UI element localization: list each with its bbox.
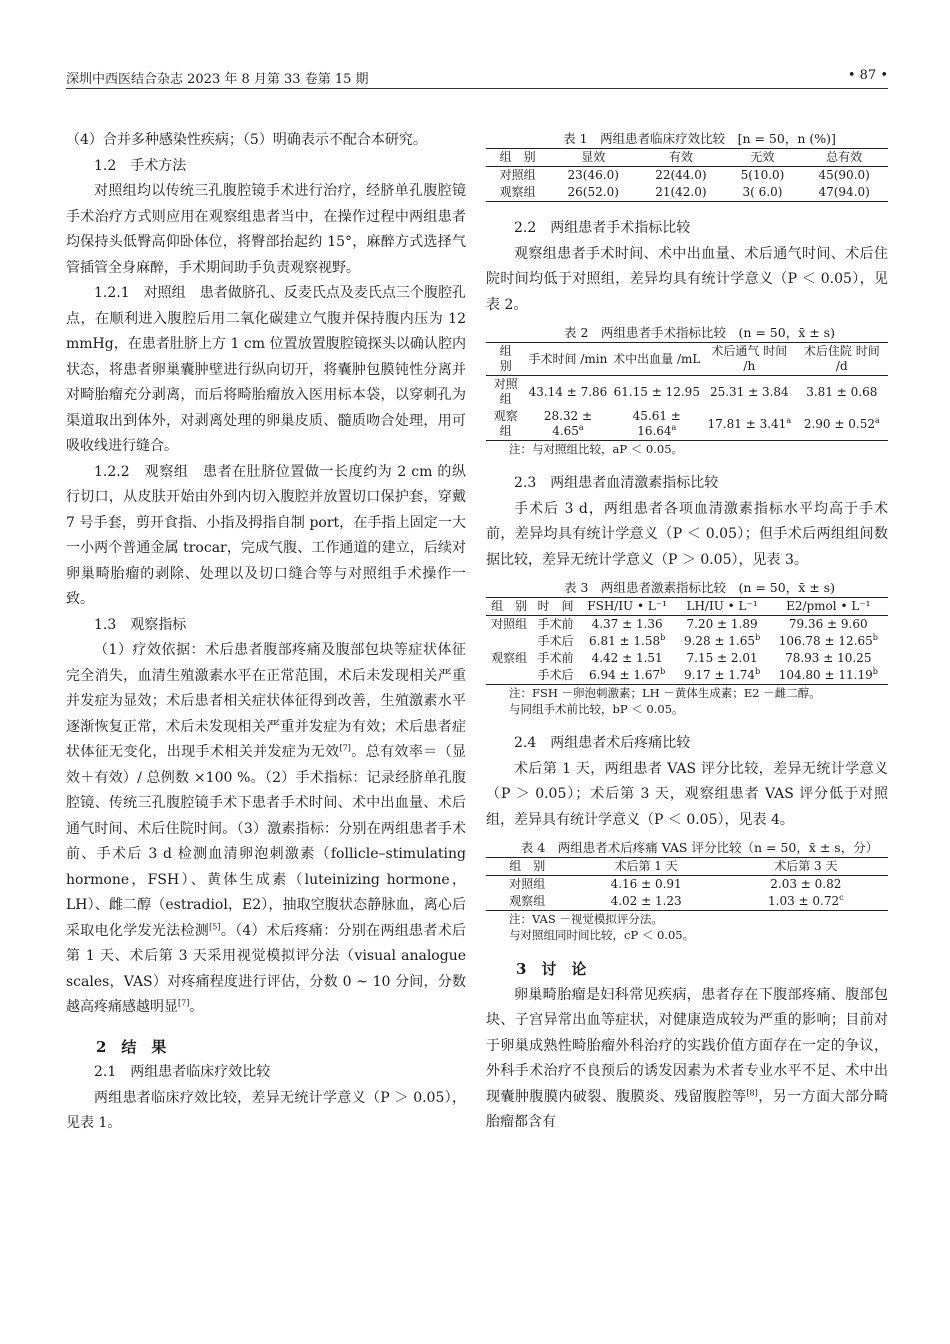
citation-ref: [7] xyxy=(178,998,190,1008)
table-1: 表 1 两组患者临床疗效比较 [n = 50，n (%)] 组 别 显效 有效 无效 总有效 对照组 23(46.0) 22(44.0) 5(10.0) 45(90.0) 观察组 26(52.0) 21(42.0) 3( 6.0) 47(94.0) xyxy=(486,130,888,202)
table-3-note: 与同组手术前比较，bP ＜ 0.05。 xyxy=(509,702,684,716)
table-1-caption: 表 1 两组患者临床疗效比较 [n = 50，n (%)] xyxy=(563,131,836,146)
citation-ref: [5] xyxy=(209,921,221,931)
table-row: 手术后 6.94 ± 1.67$^b$ 9.17 ± 1.74$^b$ 104.80 ± 11.19$^b$ xyxy=(486,667,888,685)
section-heading-2-2: 2.2 两组患者手术指标比较 xyxy=(514,220,691,236)
section-heading-1-3: 1.3 观察指标 xyxy=(94,616,187,633)
table-row: 对照组 43.14 ± 7.86 61.15 ± 12.95 25.31 ± 3.84 3.81 ± 0.68 xyxy=(493,377,878,406)
running-header xyxy=(66,66,888,89)
page-number: • 87 • xyxy=(847,68,888,83)
section-heading-2-3: 2.3 两组患者血清激素指标比较 xyxy=(514,475,719,491)
section-heading-3: 3 讨 论 xyxy=(516,960,587,978)
journal-info: 深圳中西医结合杂志 2023 年 8 月第 33 卷第 15 期 xyxy=(66,72,369,87)
section-heading-2-1: 2.1 两组患者临床疗效比较 xyxy=(94,1064,271,1080)
paragraph-2-2: 观察组患者手术时间、术中出血量、术后通气时间、术后住院时间均低于对照组，差异均具有统计学意义（P ＜ 0.05），见表 2。 xyxy=(486,245,888,313)
table-row: 观察组 4.02 ± 1.23 1.03 ± 0.72$^c$ xyxy=(486,893,888,911)
table-4-note: 与对照组同时间比较，cP ＜ 0.05。 xyxy=(509,928,695,942)
table-row: 手术后 6.81 ± 1.58$^b$ 9.28 ± 1.65$^b$ 106.78 ± 12.65$^b$ xyxy=(537,633,878,648)
table-row: 对照组 手术前 4.37 ± 1.36 7.20 ± 1.89 79.36 ± 9.60 xyxy=(491,617,868,631)
table-4-caption: 表 4 两组患者术后疼痛 VAS 评分比较（n = 50，x̄ ± s，分） xyxy=(520,840,879,855)
table-4-note: 注：VAS －视觉模拟评分法。 xyxy=(509,912,663,926)
paragraph-2-1: 两组患者临床疗效比较，差异无统计学意义（P ＞ 0.05），见表 1。 xyxy=(66,1089,466,1131)
citation-ref: [8] xyxy=(746,1087,758,1097)
section-heading-2: 2 结 果 xyxy=(96,1037,167,1056)
paragraph-3: 卵巢畸胎瘤是妇科常见疾病，患者存在下腹部疼痛、腹部包块、子宫异常出血等症状，对健康造成较为严重的影响；目前对于卵巢成熟性畸胎瘤外科治疗的实践价值方面存在一定的争议，外科手术治疗不良预后的诱发因素为术者专业水平不足、术中出现囊肿腹膜内破裂、腹膜炎、残留腹腔等[8]，另一方面大部分畸胎瘤都含有 xyxy=(486,986,888,1130)
exclusion-criteria-tail: （4）合并多种感染性疾病；（5）明确表示不配合本研究。 xyxy=(66,132,427,148)
paragraph-1-2-2: 1.2.2 观察组 患者在肚脐位置做一长度约为 2 cm 的纵行切口，从皮肤开始由外到内切入腹腔并放置切口保护套，穿戴 7 号手套，剪开食指、小指及拇指自制 port，在手指上固定一大一小两个普通金属 trocar，完成气腹、工作通道的建立，后续对卵巢畸胎瘤的剥除、处理以及切口缝合等与对照组手术操作一致。 xyxy=(66,463,466,607)
paragraph-2-3: 手术后 3 d，两组患者各项血清激素指标水平均高于手术前，差异均具有统计学意义（P ＜ 0.05）；但手术后两组组间数据比较，差异无统计学意义（P ＞ 0.05），见表 3。 xyxy=(486,500,888,568)
table-3-caption: 表 3 两组患者激素指标比较 (n = 50，x̄ ± s) xyxy=(564,580,835,595)
paragraph-1-2: 对照组均以传统三孔腹腔镜手术进行治疗，经脐单孔腹腔镜手术治疗方式则应用在观察组患者当中，在操作过程中两组患者均保持头低臀高仰卧体位，将臀部抬起约 15°，麻醉方式选择气管插管全身麻醉，手术期间助手负责观察视野。 xyxy=(66,183,466,276)
paragraph-1-2-1: 1.2.1 对照组 患者做脐孔、反麦氏点及麦氏点三个腹腔孔点，在顺利进入腹腔后用二氧化碳建立气腹并保持腹内压为 12 mmHg，在患者肚脐上方 1 cm 位置放置腹腔镜探头以确认腔内状态，将患者卵巢囊肿壁进行纵向切开，将囊肿包膜钝性分离并对畸胎瘤充分剥离，而后将畸胎瘤放入医用标本袋，以穿刺孔为渠道取出到体外，对剥离处理的卵巢皮质、髓质吻合处理，用可吸收线进行缝合。 xyxy=(66,285,466,454)
table-row: 对照组 4.16 ± 0.91 2.03 ± 0.82 xyxy=(509,877,842,891)
table-row: 观察组 手术前 4.42 ± 1.51 7.15 ± 2.01 78.93 ± 10.25 xyxy=(491,651,872,665)
table-2: 表 2 两组患者手术指标比较 (n = 50，x̄ ± s) 组 别 手术时间 /min 术中出血量 /mL 术后通气 时间 /h 术后住院 时间 /d 对照组 43.14 ± 7.86 61.15 ± 12.95 25.31 ± 3.84 3.81 ± 0.68 观察组 28.32 ± 4.65$^a$ 45.61 ± 16.64$^a$ 17.81 ± 3.41$^a$ 2.90 ± 0.52$^a$ 注：与对照组比较，aP ＜ 0.05。 xyxy=(486,324,888,457)
table-row: 观察组 28.32 ± 4.65$^a$ 45.61 ± 16.64$^a$ 17.81 ± 3.41$^a$ 2.90 ± 0.52$^a$ xyxy=(486,408,888,441)
table-2-caption: 表 2 两组患者手术指标比较 (n = 50，x̄ ± s) xyxy=(564,325,835,340)
table-3-note: 注：FSH －卵泡刺激素；LH －黄体生成素；E2 －雌二醇。 xyxy=(509,686,821,700)
section-heading-1-2: 1.2 手术方法 xyxy=(94,157,187,174)
section-heading-2-4: 2.4 两组患者术后疼痛比较 xyxy=(514,735,691,751)
left-column xyxy=(66,128,466,1137)
right-column xyxy=(486,128,888,1136)
paragraph-1-3: （1）疗效依据：术后患者腹部疼痛及腹部包块等症状体征完全消失，血清生殖激素水平在正常范围，术后未发现相关严重并发症为显效；术后患者相关症状体征得到改善，生殖激素水平逐渐恢复正常，术后未发现相关严重并发症为有效；术后患者症状体征无变化，出现手术相关并发症为无效[7]。总有效率＝（显效＋有效）/ 总例数 ×100 %。（2）手术指标：记录经脐单孔腹腔镜、传统三孔腹腔镜手术下患者手术时间、术中出血量、术后通气时间、术后住院时间。（3）激素指标：分别在两组患者手术前、手术后 3 d 检测血清卵泡刺激素（follicle–stimulating hormone，FSH）、黄体生成素（luteinizing hormone，LH）、雌二醇（estradiol，E2），抽取空腹状态静脉血，离心后采取电化学发光法检测[5]。（4）术后疼痛：分别在两组患者术后第 1 天、术后第 3 天采用视觉模拟评分法（visual analogue scales，VAS）对疼痛程度进行评估，分数 0 ~ 10 分间，分数越高疼痛感越明显[7]。 xyxy=(66,642,467,1015)
table-3: 表 3 两组患者激素指标比较 (n = 50，x̄ ± s) 组 别 时 间 FSH/IU • L⁻¹ LH/IU • L⁻¹ E2/pmol • L⁻¹ 对照组 手术前 4.37 ± 1.36 7.20 ± 1.89 79.36 ± 9.60 手术后 6.81 ± 1.58$^b$ 9.28 ± 1.65$^b$ 106.78 ± 12.65$^b$ 观察组 手术前 4.42 ± 1.51 7.15 ± 2.01 78.93 ± 10.25 手术后 6.94 ± 1.67$^b$ 9.17 ± 1.74$^b$ 104.80 ± 11.19$^b$ 注：FSH －卵泡刺激素；LH －黄体生成素；E2 －雌二醇。 与同组手术前比较，bP ＜ 0.05。 xyxy=(486,579,888,717)
paragraph-2-4: 术后第 1 天，两组患者 VAS 评分比较，差异无统计学意义（P ＞ 0.05）；术后第 3 天，观察组患者 VAS 评分低于对照组，差异具有统计学意义（P ＜ 0.05），见表 4。 xyxy=(486,760,888,828)
table-4: 表 4 两组患者术后疼痛 VAS 评分比较（n = 50，x̄ ± s，分） 组 别 术后第 1 天 术后第 3 天 对照组 4.16 ± 0.91 2.03 ± 0.82 观察组 4.02 ± 1.23 1.03 ± 0.72$^c$ 注：VAS －视觉模拟评分法。 与对照组同时间比较，cP ＜ 0.05。 xyxy=(486,839,888,943)
table-row: 观察组 26(52.0) 21(42.0) 3( 6.0) 47(94.0) xyxy=(486,184,888,202)
citation-ref: [7] xyxy=(339,743,351,753)
table-2-note: 注：与对照组比较，aP ＜ 0.05。 xyxy=(509,442,684,456)
table-row: 对照组 23(46.0) 22(44.0) 5(10.0) 45(90.0) xyxy=(499,168,870,182)
